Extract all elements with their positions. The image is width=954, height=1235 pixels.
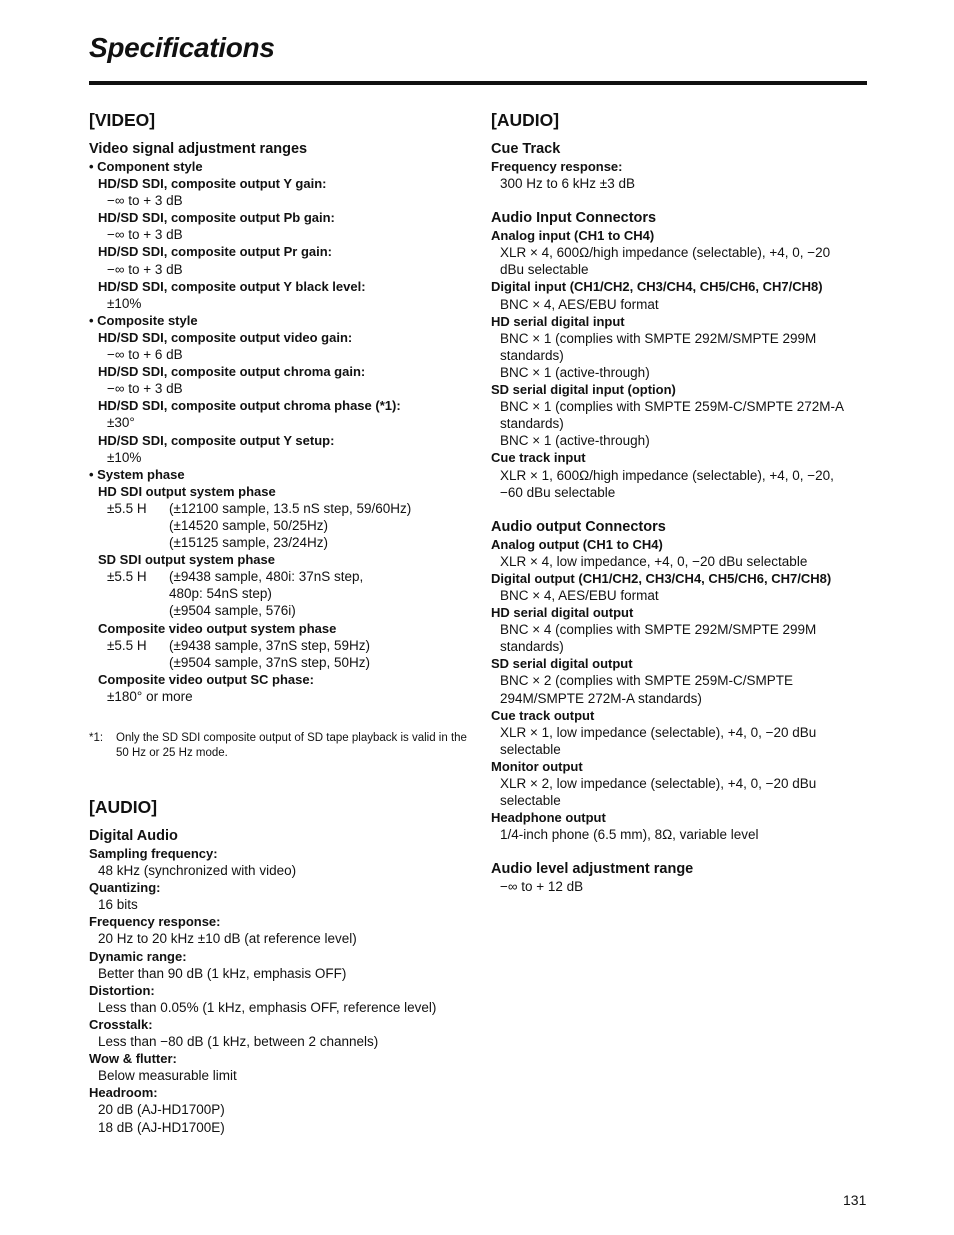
spec-value: BNC × 1 (active-through) bbox=[500, 364, 650, 380]
spec-label: Analog input (CH1 to CH4) bbox=[491, 228, 655, 244]
spec-label: Analog output (CH1 to CH4) bbox=[491, 536, 663, 552]
spec-value: −∞ to + 3 dB bbox=[107, 261, 183, 277]
phase-value: ±5.5 H bbox=[107, 569, 147, 585]
title-rule bbox=[89, 81, 867, 85]
audio-heading-right: [AUDIO] bbox=[491, 110, 560, 130]
spec-value: BNC × 4 (complies with SMPTE 292M/SMPTE 299M bbox=[500, 622, 817, 638]
spec-label: HD/SD SDI, composite output Y black level: bbox=[98, 278, 366, 294]
video-adjust-title: Video signal adjustment ranges bbox=[89, 141, 308, 157]
spec-value: dBu selectable bbox=[500, 262, 589, 278]
composite-style-heading: • Composite style bbox=[89, 312, 198, 328]
spec-label: Composite video output SC phase: bbox=[98, 671, 314, 687]
spec-value: 20 Hz to 20 kHz ±10 dB (at reference level) bbox=[98, 931, 357, 947]
spec-value: selectable bbox=[500, 741, 561, 757]
spec-value: selectable bbox=[500, 793, 561, 809]
video-heading: [VIDEO] bbox=[89, 110, 156, 130]
spec-value: Below measurable limit bbox=[98, 1068, 237, 1084]
spec-value: Less than −80 dB (1 kHz, between 2 channels) bbox=[98, 1034, 379, 1050]
audio-level-value: −∞ to + 12 dB bbox=[500, 879, 584, 895]
spec-label: Dynamic range: bbox=[89, 948, 187, 964]
spec-label: HD SDI output system phase bbox=[98, 483, 276, 499]
spec-label: Headphone output bbox=[491, 810, 606, 826]
spec-value: −60 dBu selectable bbox=[500, 484, 616, 500]
audio-output-title: Audio output Connectors bbox=[491, 518, 666, 535]
component-style-heading: • Component style bbox=[89, 159, 203, 174]
spec-value: −∞ to + 6 dB bbox=[107, 347, 183, 363]
spec-label: SD SDI output system phase bbox=[98, 552, 275, 568]
spec-value: ±30° bbox=[107, 415, 135, 431]
spec-label: HD/SD SDI, composite output video gain: bbox=[98, 329, 353, 345]
spec-value: BNC × 1 (complies with SMPTE 259M-C/SMPTE 272M-A bbox=[500, 399, 844, 415]
left-column bbox=[89, 108, 474, 1136]
phase-line: (±15125 sample, 23/24Hz) bbox=[169, 535, 328, 551]
spec-value: standards) bbox=[500, 416, 564, 432]
spec-label: HD/SD SDI, composite output Y gain: bbox=[98, 176, 327, 192]
audio-input-list bbox=[491, 227, 871, 501]
audio-output-list bbox=[491, 536, 871, 844]
spec-label: SD serial digital input (option) bbox=[491, 382, 676, 398]
spec-label: Digital output (CH1/CH2, CH3/CH4, CH5/CH6, CH7/CH8) bbox=[491, 570, 832, 586]
page-number: 131 bbox=[843, 1192, 867, 1208]
spec-value: BNC × 4, AES/EBU format bbox=[500, 587, 659, 603]
phase-line: (±9438 sample, 37nS step, 59Hz) bbox=[169, 637, 371, 653]
phase-line: (±12100 sample, 13.5 nS step, 59/60Hz) bbox=[169, 500, 412, 516]
spec-value: XLR × 4, 600Ω/high impedance (selectable), +4, 0, −20 bbox=[500, 245, 831, 261]
phase-details bbox=[169, 568, 363, 619]
spec-label: Frequency response: bbox=[89, 914, 221, 930]
spec-label: HD serial digital output bbox=[491, 605, 634, 621]
page-title: Specifications bbox=[89, 32, 275, 63]
cue-track-list bbox=[491, 158, 871, 192]
spec-label: Crosstalk: bbox=[89, 1016, 153, 1032]
spec-label: Sampling frequency: bbox=[89, 846, 218, 861]
spec-value: standards) bbox=[500, 639, 564, 655]
phase-line: (±9504 sample, 37nS step, 50Hz) bbox=[169, 654, 371, 670]
spec-value: 16 bits bbox=[98, 897, 138, 913]
spec-value: 48 kHz (synchronized with video) bbox=[98, 863, 297, 879]
spec-value: BNC × 1 (complies with SMPTE 292M/SMPTE 299M bbox=[500, 330, 817, 346]
phase-line: (±9504 sample, 576i) bbox=[169, 603, 296, 619]
phase-details bbox=[169, 500, 411, 551]
spec-value: XLR × 4, low impedance, +4, 0, −20 dBu selectable bbox=[500, 553, 808, 569]
spec-value: standards) bbox=[500, 347, 564, 363]
spec-value: XLR × 1, low impedance (selectable), +4, 0, −20 dBu bbox=[500, 724, 817, 740]
audio-level-title: Audio level adjustment range bbox=[491, 861, 694, 878]
phase-row bbox=[89, 568, 474, 619]
spec-label: Frequency response: bbox=[491, 159, 623, 174]
spec-value: −∞ to + 3 dB bbox=[107, 193, 183, 209]
spec-value: 18 dB (AJ-HD1700E) bbox=[98, 1119, 225, 1135]
phase-value: ±5.5 H bbox=[107, 637, 147, 653]
spec-label: HD/SD SDI, composite output Pb gain: bbox=[98, 210, 335, 226]
spec-value: ±10% bbox=[107, 449, 142, 465]
footnote bbox=[89, 731, 474, 761]
digital-audio-title: Digital Audio bbox=[89, 828, 178, 844]
audio-input-title: Audio Input Connectors bbox=[491, 210, 657, 227]
spec-label: Headroom: bbox=[89, 1085, 158, 1101]
phase-line: (±9438 sample, 480i: 37nS step, bbox=[169, 569, 364, 585]
spec-label: HD/SD SDI, composite output chroma gain: bbox=[98, 364, 366, 380]
phase-row bbox=[89, 500, 474, 551]
spec-label: SD serial digital output bbox=[491, 656, 633, 672]
spec-value: Better than 90 dB (1 kHz, emphasis OFF) bbox=[98, 965, 347, 981]
spec-value: BNC × 2 (complies with SMPTE 259M-C/SMPTE bbox=[500, 673, 793, 689]
spec-label: HD serial digital input bbox=[491, 313, 625, 329]
audio-heading-left: [AUDIO] bbox=[89, 797, 158, 817]
spec-value: BNC × 1 (active-through) bbox=[500, 433, 650, 449]
spec-value: XLR × 1, 600Ω/high impedance (selectable), +4, 0, −20, bbox=[500, 467, 834, 483]
spec-value: ±10% bbox=[107, 295, 142, 311]
spec-label: Wow & flutter: bbox=[89, 1051, 177, 1067]
phase-details bbox=[169, 637, 370, 671]
spec-value: 20 dB (AJ-HD1700P) bbox=[98, 1102, 225, 1118]
spec-label: Distortion: bbox=[89, 982, 155, 998]
spec-value: −∞ to + 3 dB bbox=[107, 227, 183, 243]
spec-value: 294M/SMPTE 272M-A standards) bbox=[500, 690, 702, 706]
spec-label: Composite video output system phase bbox=[98, 620, 337, 636]
right-column bbox=[491, 108, 871, 895]
spec-label: Cue track input bbox=[491, 450, 586, 466]
system-phase-heading: • System phase bbox=[89, 466, 185, 482]
spec-value: ±180° or more bbox=[107, 688, 193, 704]
spec-value: BNC × 4, AES/EBU format bbox=[500, 296, 659, 312]
spec-value: Less than 0.05% (1 kHz, emphasis OFF, reference level) bbox=[98, 999, 437, 1015]
spec-label: Monitor output bbox=[491, 758, 583, 774]
cue-track-title: Cue Track bbox=[491, 141, 561, 157]
spec-label: Quantizing: bbox=[89, 880, 161, 896]
footnote-mark: *1: bbox=[89, 732, 104, 744]
spec-value: −∞ to + 3 dB bbox=[107, 381, 183, 397]
spec-value: XLR × 2, low impedance (selectable), +4, 0, −20 dBu bbox=[500, 776, 817, 791]
spec-label: HD/SD SDI, composite output chroma phase (*1): bbox=[98, 398, 401, 414]
spec-value: 300 Hz to 6 kHz ±3 dB bbox=[500, 176, 635, 192]
footnote-text: Only the SD SDI composite output of SD tape playback is valid in the 50 Hz or 25 Hz mode. bbox=[116, 732, 467, 759]
phase-row bbox=[89, 637, 474, 671]
phase-line: (±14520 sample, 50/25Hz) bbox=[169, 517, 328, 533]
spec-label: Digital input (CH1/CH2, CH3/CH4, CH5/CH6, CH7/CH8) bbox=[491, 279, 823, 295]
spec-value: 1/4-inch phone (6.5 mm), 8Ω, variable level bbox=[500, 827, 759, 843]
phase-line: 480p: 54nS step) bbox=[169, 586, 272, 602]
spec-label: HD/SD SDI, composite output Y setup: bbox=[98, 432, 335, 448]
spec-label: HD/SD SDI, composite output Pr gain: bbox=[98, 244, 333, 260]
digital-audio-list bbox=[89, 845, 474, 1136]
phase-value: ±5.5 H bbox=[107, 500, 147, 516]
spec-label: Cue track output bbox=[491, 707, 595, 723]
